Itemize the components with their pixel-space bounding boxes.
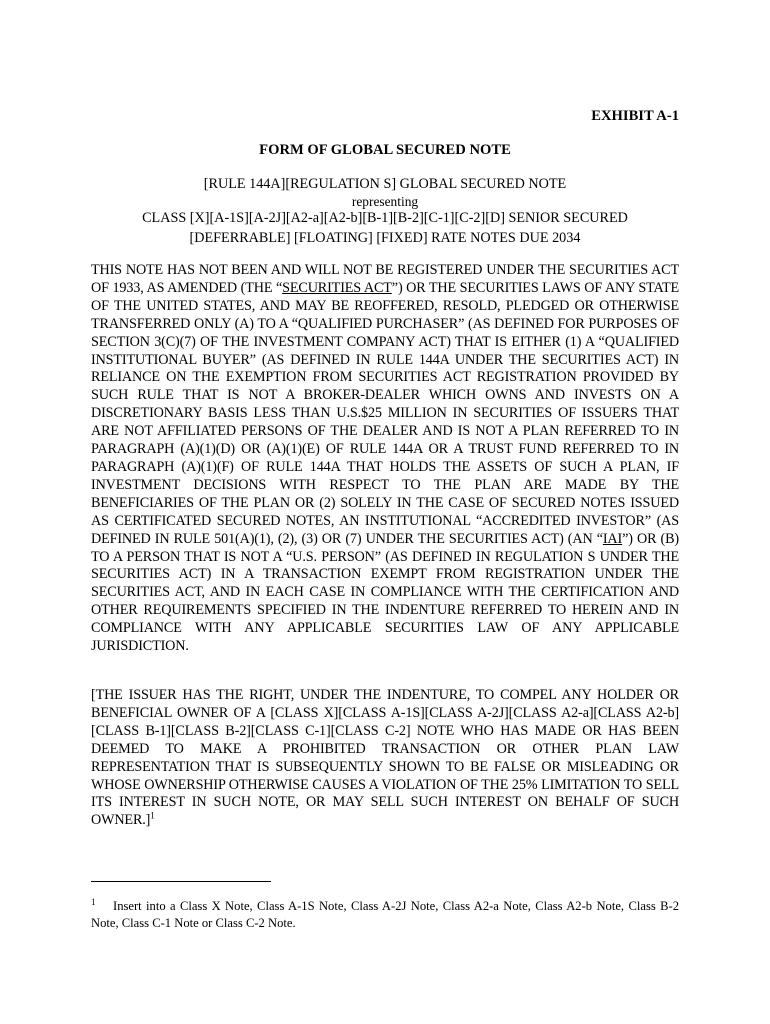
- form-title: FORM OF GLOBAL SECURED NOTE: [259, 142, 511, 158]
- footnote-separator: [91, 881, 271, 882]
- note-subtitle-line-2: representing: [351, 194, 419, 209]
- securities-legend-paragraph: [91, 262, 679, 656]
- note-subtitle-line-4: [DEFERRABLE] [FLOATING] [FIXED] RATE NOTES DUE 2034: [189, 230, 581, 246]
- legend-text-part-3: ”) OR (B) TO A PERSON THAT IS NOT A “U.S. PERSON” (AS DEFINED IN REGULATION S UNDER THE SECURITIES ACT) IN A TRANSACTION EXEMPT FROM REGISTRATION UNDER THE SECURITIES ACT, AND IN EACH CASE IN COMPLIANCE WITH THE CERTIFICATION AND OTHER REQUIREMENTS SPECIFIED IN THE INDENTURE REFERRED TO HEREIN AND IN COMPLIANCE WITH ANY APPLICABLE SECURITIES LAW OF ANY APPLICABLE JURISDICTION.: [91, 530, 679, 655]
- issuer-right-paragraph: [91, 687, 679, 830]
- note-subtitle-line-1: [RULE 144A][REGULATION S] GLOBAL SECURED NOTE: [203, 176, 567, 192]
- footnote-reference: 1: [150, 810, 155, 821]
- issuer-right-text: [THE ISSUER HAS THE RIGHT, UNDER THE INDENTURE, TO COMPEL ANY HOLDER OR BENEFICIAL OWNER OF A [CLASS X][CLASS A-1S][CLASS A-2J][CLASS A2-a][CLASS A2-b][CLASS B-1][CLASS B-2][CLASS C-1][CLASS C-2] NOTE WHO HAS MADE OR HAS BEEN DEEMED TO MAKE A PROHIBITED TRANSACTION OR OTHER PLAN LAW REPRESENTATION THAT IS SUBSEQUENTLY SHOWN TO BE FALSE OR MISLEADING OR WHOSE OWNERSHIP OTHERWISE CAUSES A VIOLATION OF THE 25% LIMITATION TO SELL ITS INTEREST IN SUCH NOTE, OR MAY SELL SUCH INTEREST ON BEHALF OF SUCH OWNER.]: [91, 687, 679, 829]
- defined-term-securities-act: SECURITIES ACT: [282, 279, 392, 296]
- footnote-text: Insert into a Class X Note, Class A-1S Note, Class A-2J Note, Class A2-a Note, Class A2-b Note, Class B-2 Note, Class C-1 Note or Class C-2 Note.: [91, 899, 679, 930]
- legend-text-part-1: THIS NOTE HAS NOT BEEN AND WILL NOT BE REGISTERED UNDER THE SECURITIES ACT OF 1933, AS AMENDED (THE “: [91, 262, 679, 296]
- legend-text-part-2: ”) OR THE SECURITIES LAWS OF ANY STATE OF THE UNITED STATES, AND MAY BE REOFFERED, RESOLD, PLEDGED OR OTHERWISE TRANSFERRED ONLY (A) TO A “QUALIFIED PURCHASER” (AS DEFINED FOR PURPOSES OF SECTION 3(C)(7) OF THE INVESTMENT COMPANY ACT) THAT IS EITHER (1) A “QUALIFIED INSTITUTIONAL BUYER” (AS DEFINED IN RULE 144A UNDER THE SECURITIES ACT) IN RELIANCE ON THE EXEMPTION FROM SECURITIES ACT REGISTRATION PROVIDED BY SUCH RULE THAT IS NOT A BROKER-DEALER WHICH OWNS AND INVESTS ON A DISCRETIONARY BASIS LESS THAN U.S.$25 MILLION IN SECURITIES OF ISSUERS THAT ARE NOT AFFILIATED PERSONS OF THE DEALER AND IS NOT A PLAN REFERRED TO IN PARAGRAPH (A)(1)(D) OR (A)(1)(E) OF RULE 144A OR A TRUST FUND REFERRED TO IN PARAGRAPH (A)(1)(F) OF RULE 144A THAT HOLDS THE ASSETS OF SUCH A PLAN, IF INVESTMENT DECISIONS WITH RESPECT TO THE PLAN ARE MADE BY THE BENEFICIARIES OF THE PLAN OR (2) SOLELY IN THE CASE OF SECURED NOTES ISSUED AS CERTIFICATED SECURED NOTES, AN INSTITUTIONAL “ACCREDITED INVESTOR” (AS DEFINED IN RULE 501(A)(1), (2), (3) OR (7) UNDER THE SECURITIES ACT) (AN “: [91, 279, 679, 547]
- defined-term-iai: IAI: [602, 530, 623, 547]
- exhibit-label: EXHIBIT A-1: [591, 108, 679, 124]
- footnote: 1 Insert into a Class X Note, Class A-1S Note, Class A-2J Note, Class A2-a Note, Class A2-b Note, Class B-2 Note, Class C-1 Note or Class C-2 Note.: [91, 896, 679, 930]
- note-subtitle-line-3: CLASS [X][A-1S][A-2J][A2-a][A2-b][B-1][B-2][C-1][C-2][D] SENIOR SECURED: [142, 210, 628, 226]
